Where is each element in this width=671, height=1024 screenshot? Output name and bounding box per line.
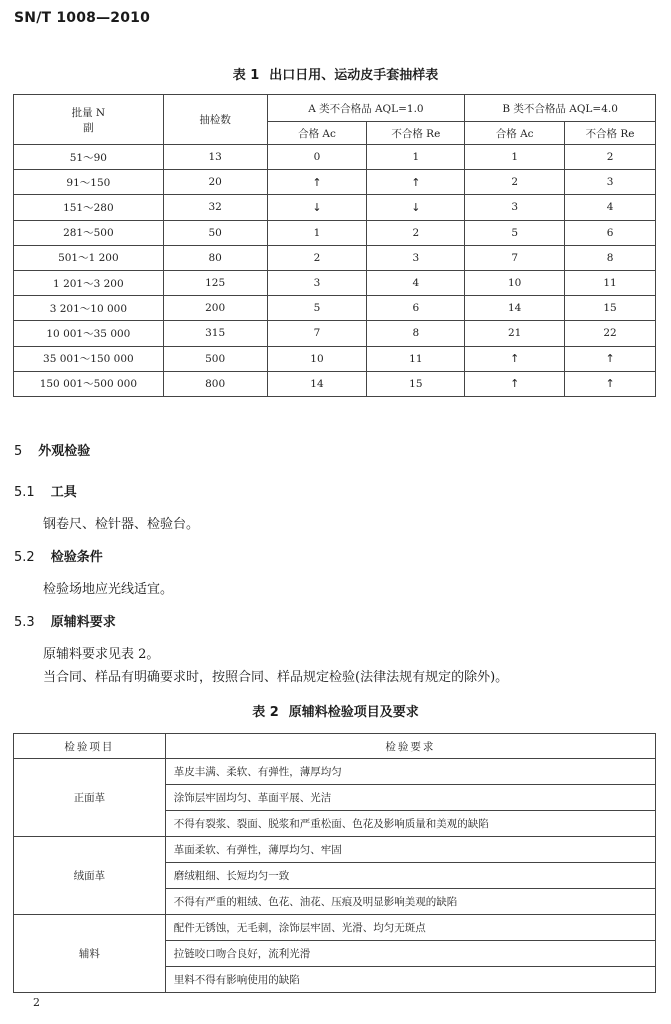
col-batch-line2: 副	[83, 121, 94, 134]
col-a-ac-header: 合格 Ac	[267, 122, 367, 145]
page-number: 2	[33, 996, 40, 1009]
cell-a-re: ↑	[367, 170, 465, 195]
cell-a-re: 2	[367, 220, 465, 245]
cell-a-ac: 5	[267, 296, 367, 321]
cell-b-ac: 14	[465, 296, 565, 321]
cell-b-re: ↑	[565, 371, 656, 396]
cell-a-ac: 3	[267, 270, 367, 295]
cell-b-ac: 10	[465, 270, 565, 295]
col-sample-header: 抽检数	[163, 95, 267, 145]
cell-requirement: 里料不得有影响使用的缺陷	[165, 967, 655, 993]
cell-requirement: 革皮丰满、柔软、有弹性，薄厚均匀	[165, 759, 655, 785]
cell-a-ac: 0	[267, 145, 367, 170]
cell-item: 正面革	[14, 759, 166, 837]
cell-batch: 35 001～150 000	[14, 346, 164, 371]
col-a-re-header: 不合格 Re	[367, 122, 465, 145]
cell-b-re: 11	[565, 270, 656, 295]
table-row	[14, 270, 656, 295]
table1-caption-title: 出口日用、运动皮手套抽样表	[269, 68, 439, 83]
cell-batch: 3 201～10 000	[14, 296, 164, 321]
sampling-table	[13, 94, 656, 397]
cell-sample: 20	[163, 170, 267, 195]
cell-batch: 151～280	[14, 195, 164, 220]
cell-b-ac: 3	[465, 195, 565, 220]
cell-requirement: 配件无锈蚀，无毛刺，涂饰层牢固、光滑、均匀无斑点	[165, 915, 655, 941]
table-row	[14, 296, 656, 321]
cell-requirement: 不得有严重的粗绒、色花、油花、压痕及明显影响美观的缺陷	[165, 889, 655, 915]
cell-b-re: 6	[565, 220, 656, 245]
section-5-heading	[14, 440, 90, 459]
section-5-1-number: 5.1	[14, 485, 35, 500]
materials-table-body	[14, 759, 656, 993]
cell-sample: 800	[163, 371, 267, 396]
sampling-table-body	[14, 145, 656, 397]
table-row	[14, 195, 656, 220]
cell-requirement: 磨绒粗细、长短均匀一致	[165, 863, 655, 889]
cell-a-ac: 2	[267, 245, 367, 270]
cell-a-re: 1	[367, 145, 465, 170]
cell-a-ac: 1	[267, 220, 367, 245]
materials-table	[13, 733, 656, 993]
table-row	[14, 220, 656, 245]
cell-requirement: 涂饰层牢固均匀、革面平展、光洁	[165, 785, 655, 811]
table1-caption	[0, 64, 671, 83]
cell-batch: 10 001～35 000	[14, 321, 164, 346]
cell-a-ac: 7	[267, 321, 367, 346]
table-row	[14, 145, 656, 170]
cell-a-ac: ↑	[267, 170, 367, 195]
cell-b-ac: 5	[465, 220, 565, 245]
section-5-1-text: 钢卷尺、检针器、检验台。	[43, 517, 200, 532]
table-row	[14, 915, 656, 941]
table-row	[14, 759, 656, 785]
col-req-header: 检验要求	[165, 734, 655, 759]
cell-batch: 501～1 200	[14, 245, 164, 270]
cell-a-re: 11	[367, 346, 465, 371]
cell-sample: 80	[163, 245, 267, 270]
cell-item: 辅料	[14, 915, 166, 993]
cell-b-re: 3	[565, 170, 656, 195]
cell-batch: 51～90	[14, 145, 164, 170]
cell-a-re: 8	[367, 321, 465, 346]
table1-caption-label: 表 1	[232, 68, 260, 83]
cell-requirement: 革面柔软、有弹性，薄厚均匀、牢固	[165, 837, 655, 863]
cell-requirement: 拉链咬口吻合良好，流利光滑	[165, 941, 655, 967]
section-5-3-title: 原辅料要求	[50, 615, 116, 630]
col-item-header: 检验项目	[14, 734, 166, 759]
cell-b-ac: 7	[465, 245, 565, 270]
section-5-3-text-1: 原辅料要求见表 2。	[43, 647, 160, 662]
cell-sample: 125	[163, 270, 267, 295]
cell-a-ac: 14	[267, 371, 367, 396]
cell-b-ac: 2	[465, 170, 565, 195]
section-5-3-text-2: 当合同、样品有明确要求时，按照合同、样品规定检验(法律法规有规定的除外)。	[43, 670, 509, 685]
cell-b-ac: 21	[465, 321, 565, 346]
table-row	[14, 170, 656, 195]
table-row	[14, 346, 656, 371]
cell-sample: 13	[163, 145, 267, 170]
table-row	[14, 837, 656, 863]
section-5-3-number: 5.3	[14, 615, 35, 630]
cell-b-re: 8	[565, 245, 656, 270]
col-b-re-header: 不合格 Re	[565, 122, 656, 145]
cell-sample: 315	[163, 321, 267, 346]
cell-b-re: 22	[565, 321, 656, 346]
cell-sample: 50	[163, 220, 267, 245]
cell-b-re: ↑	[565, 346, 656, 371]
cell-a-re: 4	[367, 270, 465, 295]
section-5-2-heading	[14, 546, 103, 565]
cell-item: 绒面革	[14, 837, 166, 915]
cell-sample: 500	[163, 346, 267, 371]
cell-b-ac: ↑	[465, 371, 565, 396]
section-5-title: 外观检验	[38, 444, 91, 459]
cell-a-ac: ↓	[267, 195, 367, 220]
cell-requirement: 不得有裂浆、裂面、脱浆和严重松面、色花及影响质量和美观的缺陷	[165, 811, 655, 837]
table2-caption-label: 表 2	[252, 705, 279, 720]
section-5-1-heading	[14, 481, 77, 500]
table2-caption	[0, 701, 671, 720]
cell-b-re: 2	[565, 145, 656, 170]
cell-sample: 200	[163, 296, 267, 321]
col-a-group-header: A 类不合格品 AQL=1.0	[267, 95, 465, 122]
table2-caption-title: 原辅料检验项目及要求	[288, 705, 419, 720]
col-b-ac-header: 合格 Ac	[465, 122, 565, 145]
col-batch-header	[14, 95, 164, 145]
cell-b-ac: 1	[465, 145, 565, 170]
table-row	[14, 371, 656, 396]
table-row	[14, 321, 656, 346]
cell-a-re: ↓	[367, 195, 465, 220]
section-5-number: 5	[14, 444, 23, 459]
section-5-2-title: 检验条件	[50, 550, 103, 565]
section-5-3-heading	[14, 611, 116, 630]
col-b-group-header: B 类不合格品 AQL=4.0	[465, 95, 656, 122]
section-5-2-number: 5.2	[14, 550, 35, 565]
col-batch-line1: 批量 N	[71, 106, 106, 119]
section-5-1-title: 工具	[50, 485, 77, 500]
cell-a-re: 15	[367, 371, 465, 396]
cell-sample: 32	[163, 195, 267, 220]
cell-a-re: 3	[367, 245, 465, 270]
cell-batch: 281～500	[14, 220, 164, 245]
cell-b-re: 4	[565, 195, 656, 220]
document-header: SN/T 1008—2010	[14, 10, 151, 26]
cell-batch: 1 201～3 200	[14, 270, 164, 295]
cell-batch: 91～150	[14, 170, 164, 195]
section-5-2-text: 检验场地应光线适宜。	[43, 582, 174, 597]
cell-b-re: 15	[565, 296, 656, 321]
cell-batch: 150 001～500 000	[14, 371, 164, 396]
cell-b-ac: ↑	[465, 346, 565, 371]
cell-a-re: 6	[367, 296, 465, 321]
table-row	[14, 245, 656, 270]
cell-a-ac: 10	[267, 346, 367, 371]
